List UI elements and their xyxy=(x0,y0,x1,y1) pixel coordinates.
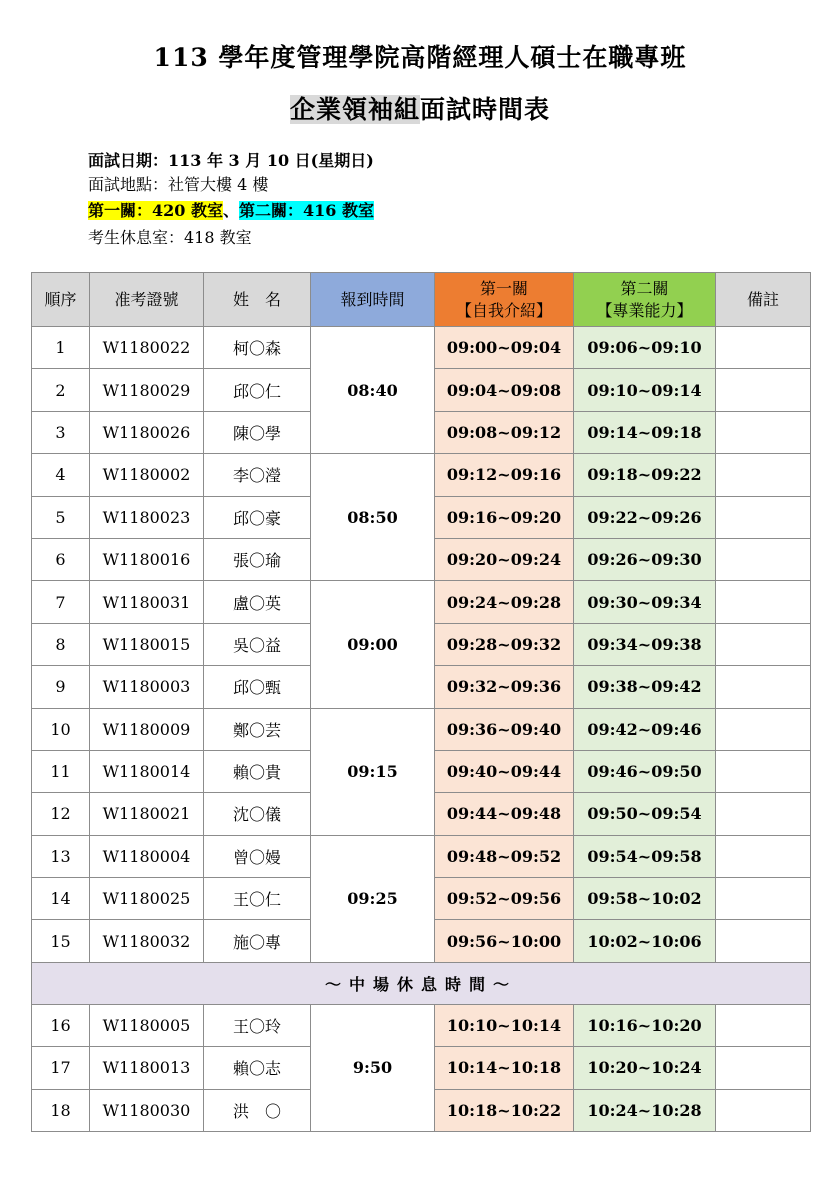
cell-id: W1180030 xyxy=(90,1089,204,1131)
round2-room: 第二關：416 教室 xyxy=(239,201,374,220)
header-round1 xyxy=(435,273,574,327)
cell-arrival: 09:25 xyxy=(311,835,435,962)
cell-round1: 09:00~09:04 xyxy=(435,327,574,369)
cell-note xyxy=(716,920,811,962)
cell-note xyxy=(716,454,811,496)
cell-name: 李〇瀅 xyxy=(204,454,311,496)
cell-seq: 7 xyxy=(32,581,90,623)
cell-seq: 4 xyxy=(32,454,90,496)
cell-seq: 16 xyxy=(32,1004,90,1046)
table-row xyxy=(32,1004,811,1046)
cell-note xyxy=(716,1089,811,1131)
table-row xyxy=(32,454,811,496)
cell-id: W1180003 xyxy=(90,666,204,708)
cell-seq: 1 xyxy=(32,327,90,369)
cell-round2: 10:16~10:20 xyxy=(574,1004,716,1046)
cell-note xyxy=(716,411,811,453)
cell-round2: 10:02~10:06 xyxy=(574,920,716,962)
cell-round2: 09:06~09:10 xyxy=(574,327,716,369)
cell-id: W1180029 xyxy=(90,369,204,411)
cell-round1: 09:04~09:08 xyxy=(435,369,574,411)
cell-round2: 09:10~09:14 xyxy=(574,369,716,411)
cell-note xyxy=(716,581,811,623)
cell-id: W1180009 xyxy=(90,708,204,750)
cell-seq: 17 xyxy=(32,1047,90,1089)
cell-seq: 5 xyxy=(32,496,90,538)
cell-name: 柯〇森 xyxy=(204,327,311,369)
cell-id: W1180032 xyxy=(90,920,204,962)
schedule-body xyxy=(32,327,811,1132)
header-arrival: 報到時間 xyxy=(311,273,435,327)
cell-note xyxy=(716,327,811,369)
header-round1-sub: 【自我介紹】 xyxy=(455,300,552,320)
cell-round2: 09:18~09:22 xyxy=(574,454,716,496)
header-id: 准考證號 xyxy=(90,273,204,327)
header-round1-title: 第一關 xyxy=(479,278,528,298)
interview-location: 面試地點：社管大樓 4 樓 xyxy=(88,175,269,194)
cell-name: 曾〇嫚 xyxy=(204,835,311,877)
header-note: 備註 xyxy=(716,273,811,327)
header-round2 xyxy=(574,273,716,327)
cell-round1: 09:16~09:20 xyxy=(435,496,574,538)
cell-round1: 10:10~10:14 xyxy=(435,1004,574,1046)
cell-round2: 09:14~09:18 xyxy=(574,411,716,453)
break-label: ～中場休息時間～ xyxy=(32,962,811,1004)
table-header-row xyxy=(32,273,811,327)
cell-id: W1180013 xyxy=(90,1047,204,1089)
cell-id: W1180025 xyxy=(90,878,204,920)
schedule-table xyxy=(31,272,811,1132)
cell-note xyxy=(716,1047,811,1089)
cell-seq: 13 xyxy=(32,835,90,877)
page-subtitle xyxy=(0,90,840,126)
cell-arrival: 08:50 xyxy=(311,454,435,581)
cell-round1: 09:24~09:28 xyxy=(435,581,574,623)
cell-name: 王〇玲 xyxy=(204,1004,311,1046)
header-round2-sub: 【專業能力】 xyxy=(596,300,693,320)
cell-round2: 09:22~09:26 xyxy=(574,496,716,538)
header-seq: 順序 xyxy=(32,273,90,327)
cell-seq: 12 xyxy=(32,793,90,835)
cell-name: 盧〇英 xyxy=(204,581,311,623)
cell-note xyxy=(716,538,811,580)
cell-name: 賴〇貴 xyxy=(204,750,311,792)
cell-note xyxy=(716,623,811,665)
cell-round2: 09:26~09:30 xyxy=(574,538,716,580)
cell-note xyxy=(716,496,811,538)
cell-round2: 09:34~09:38 xyxy=(574,623,716,665)
cell-name: 施〇專 xyxy=(204,920,311,962)
cell-round1: 09:32~09:36 xyxy=(435,666,574,708)
cell-name: 邱〇豪 xyxy=(204,496,311,538)
table-row xyxy=(32,581,811,623)
cell-round1: 09:36~09:40 xyxy=(435,708,574,750)
cell-name: 邱〇甄 xyxy=(204,666,311,708)
cell-arrival: 9:50 xyxy=(311,1004,435,1131)
cell-seq: 2 xyxy=(32,369,90,411)
cell-round1: 09:12~09:16 xyxy=(435,454,574,496)
cell-note xyxy=(716,835,811,877)
cell-round2: 09:58~10:02 xyxy=(574,878,716,920)
cell-round2: 10:24~10:28 xyxy=(574,1089,716,1131)
interview-date: 面試日期：113 年 3 月 10 日(星期日) xyxy=(88,151,374,170)
round1-room: 第一關：420 教室 xyxy=(88,201,223,220)
cell-round1: 09:40~09:44 xyxy=(435,750,574,792)
cell-name: 沈〇儀 xyxy=(204,793,311,835)
cell-round2: 09:30~09:34 xyxy=(574,581,716,623)
cell-name: 吳〇益 xyxy=(204,623,311,665)
cell-id: W1180014 xyxy=(90,750,204,792)
cell-seq: 15 xyxy=(32,920,90,962)
cell-note xyxy=(716,369,811,411)
cell-name: 陳〇學 xyxy=(204,411,311,453)
cell-id: W1180031 xyxy=(90,581,204,623)
cell-note xyxy=(716,708,811,750)
cell-seq: 9 xyxy=(32,666,90,708)
cell-round2: 09:50~09:54 xyxy=(574,793,716,835)
cell-round1: 09:56~10:00 xyxy=(435,920,574,962)
cell-round1: 10:18~10:22 xyxy=(435,1089,574,1131)
cell-id: W1180023 xyxy=(90,496,204,538)
cell-note xyxy=(716,666,811,708)
cell-round2: 09:38~09:42 xyxy=(574,666,716,708)
cell-id: W1180005 xyxy=(90,1004,204,1046)
cell-round2: 09:54~09:58 xyxy=(574,835,716,877)
cell-id: W1180016 xyxy=(90,538,204,580)
cell-note xyxy=(716,878,811,920)
cell-note xyxy=(716,1004,811,1046)
cell-round1: 09:44~09:48 xyxy=(435,793,574,835)
cell-round2: 09:46~09:50 xyxy=(574,750,716,792)
cell-name: 張〇瑜 xyxy=(204,538,311,580)
cell-round2: 09:42~09:46 xyxy=(574,708,716,750)
cell-seq: 14 xyxy=(32,878,90,920)
header-round2-title: 第二關 xyxy=(620,278,669,298)
cell-seq: 18 xyxy=(32,1089,90,1131)
cell-id: W1180004 xyxy=(90,835,204,877)
table-row xyxy=(32,327,811,369)
cell-name: 洪 〇 xyxy=(204,1089,311,1131)
cell-round1: 10:14~10:18 xyxy=(435,1047,574,1089)
cell-seq: 10 xyxy=(32,708,90,750)
cell-arrival: 09:15 xyxy=(311,708,435,835)
cell-note xyxy=(716,750,811,792)
cell-round1: 09:20~09:24 xyxy=(435,538,574,580)
cell-round1: 09:28~09:32 xyxy=(435,623,574,665)
break-row xyxy=(32,962,811,1004)
cell-id: W1180021 xyxy=(90,793,204,835)
header-name: 姓 名 xyxy=(204,273,311,327)
cell-round2: 10:20~10:24 xyxy=(574,1047,716,1089)
cell-id: W1180022 xyxy=(90,327,204,369)
room-separator: 、 xyxy=(222,201,239,220)
cell-name: 邱〇仁 xyxy=(204,369,311,411)
room-assignment xyxy=(88,198,374,221)
subtitle-rest: 面試時間表 xyxy=(420,95,551,124)
cell-round1: 09:52~09:56 xyxy=(435,878,574,920)
cell-round1: 09:48~09:52 xyxy=(435,835,574,877)
cell-id: W1180026 xyxy=(90,411,204,453)
table-row xyxy=(32,708,811,750)
cell-seq: 3 xyxy=(32,411,90,453)
page-title: 113 學年度管理學院高階經理人碩士在職專班 xyxy=(153,43,687,72)
cell-seq: 11 xyxy=(32,750,90,792)
cell-name: 王〇仁 xyxy=(204,878,311,920)
cell-arrival: 09:00 xyxy=(311,581,435,708)
waiting-room: 考生休息室：418 教室 xyxy=(88,228,252,247)
cell-name: 賴〇志 xyxy=(204,1047,311,1089)
subtitle-group-name: 企業領袖組 xyxy=(289,95,420,124)
cell-id: W1180015 xyxy=(90,623,204,665)
cell-seq: 8 xyxy=(32,623,90,665)
table-row xyxy=(32,835,811,877)
cell-name: 鄭〇芸 xyxy=(204,708,311,750)
cell-arrival: 08:40 xyxy=(311,327,435,454)
cell-note xyxy=(716,793,811,835)
cell-id: W1180002 xyxy=(90,454,204,496)
cell-round1: 09:08~09:12 xyxy=(435,411,574,453)
cell-seq: 6 xyxy=(32,538,90,580)
